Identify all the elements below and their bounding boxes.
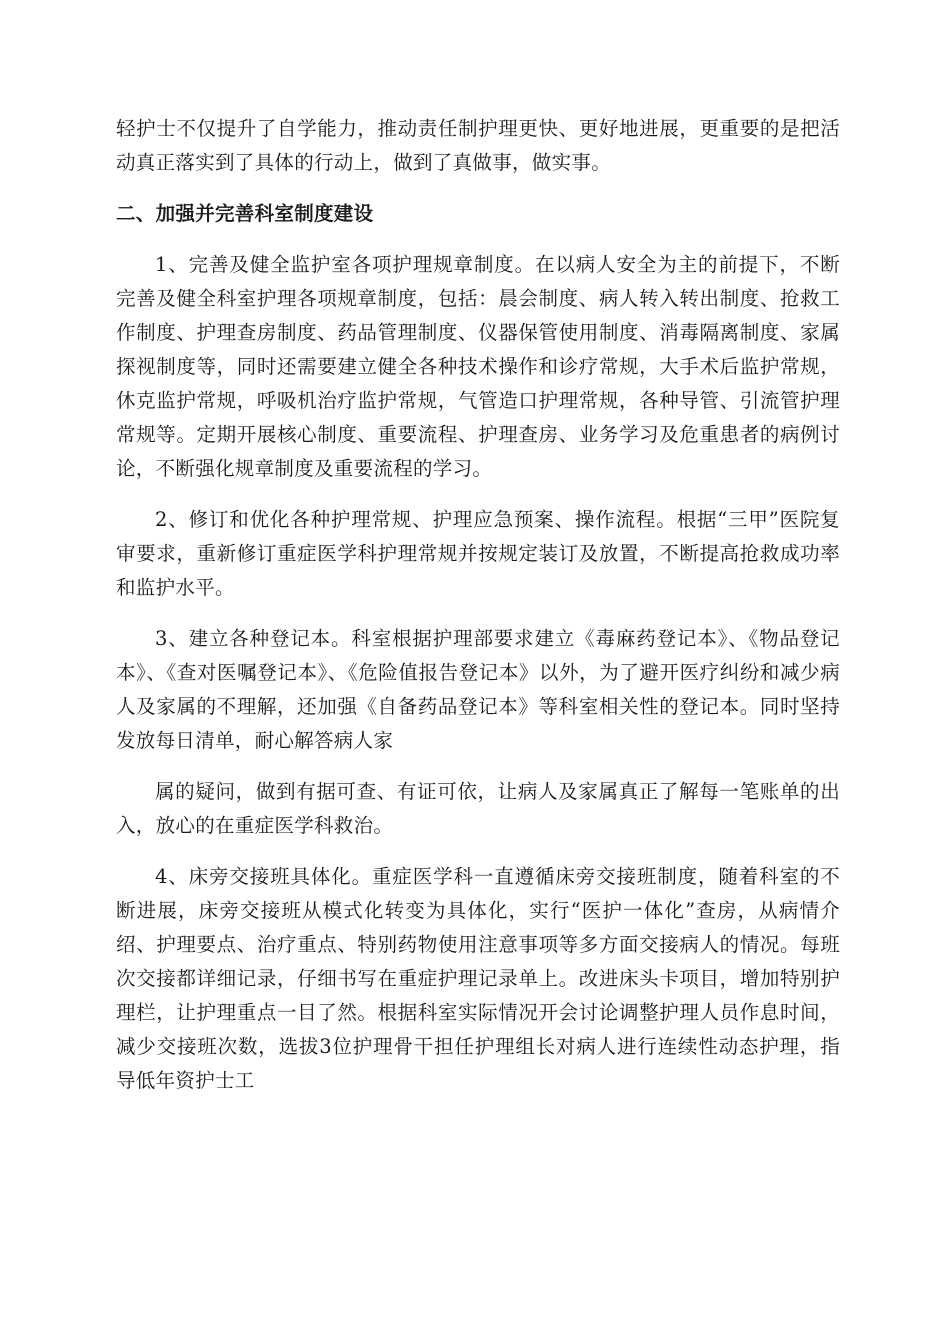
paragraph-item-2: 2、修订和优化各种护理常规、护理应急预案、操作流程。根据“三甲”医院复审要求，重新修订重症医学科护理常规并按规定装订及放置，不断提高抢救成功率和监护水平。 <box>116 508 840 599</box>
section-heading: 二、加强并完善科室制度建设 <box>116 202 374 225</box>
paragraph-continuation: 轻护士不仅提升了自学能力，推动责任制护理更快、更好地进展，更重要的是把活动真正落实到了具体的行动上，做到了真做事，做实事。 <box>116 117 840 174</box>
document-body <box>116 112 840 1115</box>
paragraph-item-3: 3、建立各种登记本。科室根据护理部要求建立《毒麻药登记本》、《物品登记本》、《查对医嘱登记本》、《危险值报告登记本》以外，为了避开医疗纠纷和减少病人及家属的不理解，还加强《自备药品登记本》等科室相关性的登记本。同时坚持发放每日清单，耐心解答病人家 <box>116 627 840 752</box>
paragraph-item-3-continued: 属的疑问，做到有据可查、有证可依，让病人及家属真正了解每一笔账单的出入，放心的在重症医学科救治。 <box>116 780 840 837</box>
paragraph-item-4: 4、床旁交接班具体化。重症医学科一直遵循床旁交接班制度，随着科室的不断进展，床旁交接班从模式化转变为具体化，实行“医护一体化”查房，从病情介绍、护理要点、治疗重点、特别药物使用注意事项等多方面交接病人的情况。每班次交接都详细记录，仔细书写在重症护理记录单上。改进床头卡项目，增加特别护理栏，让护理重点一目了然。根据科室实际情况开会讨论调整护理人员作息时间，减少交接班次数，选拔3位护理骨干担任护理组长对病人进行连续性动态护理，指导低年资护士工 <box>116 865 840 1092</box>
paragraph-item-1: 1、完善及健全监护室各项护理规章制度。在以病人安全为主的前提下，不断完善及健全科室护理各项规章制度，包括：晨会制度、病人转入转出制度、抢救工作制度、护理查房制度、药品管理制度、仪器保管使用制度、消毒隔离制度、家属探视制度等，同时还需要建立健全各种技术操作和诊疗常规，大手术后监护常规，休克监护常规，呼吸机治疗监护常规，气管造口护理常规，各种导管、引流管护理常规等。定期开展核心制度、重要流程、护理查房、业务学习及危重患者的病例讨论，不断强化规章制度及重要流程的学习。 <box>116 253 840 480</box>
